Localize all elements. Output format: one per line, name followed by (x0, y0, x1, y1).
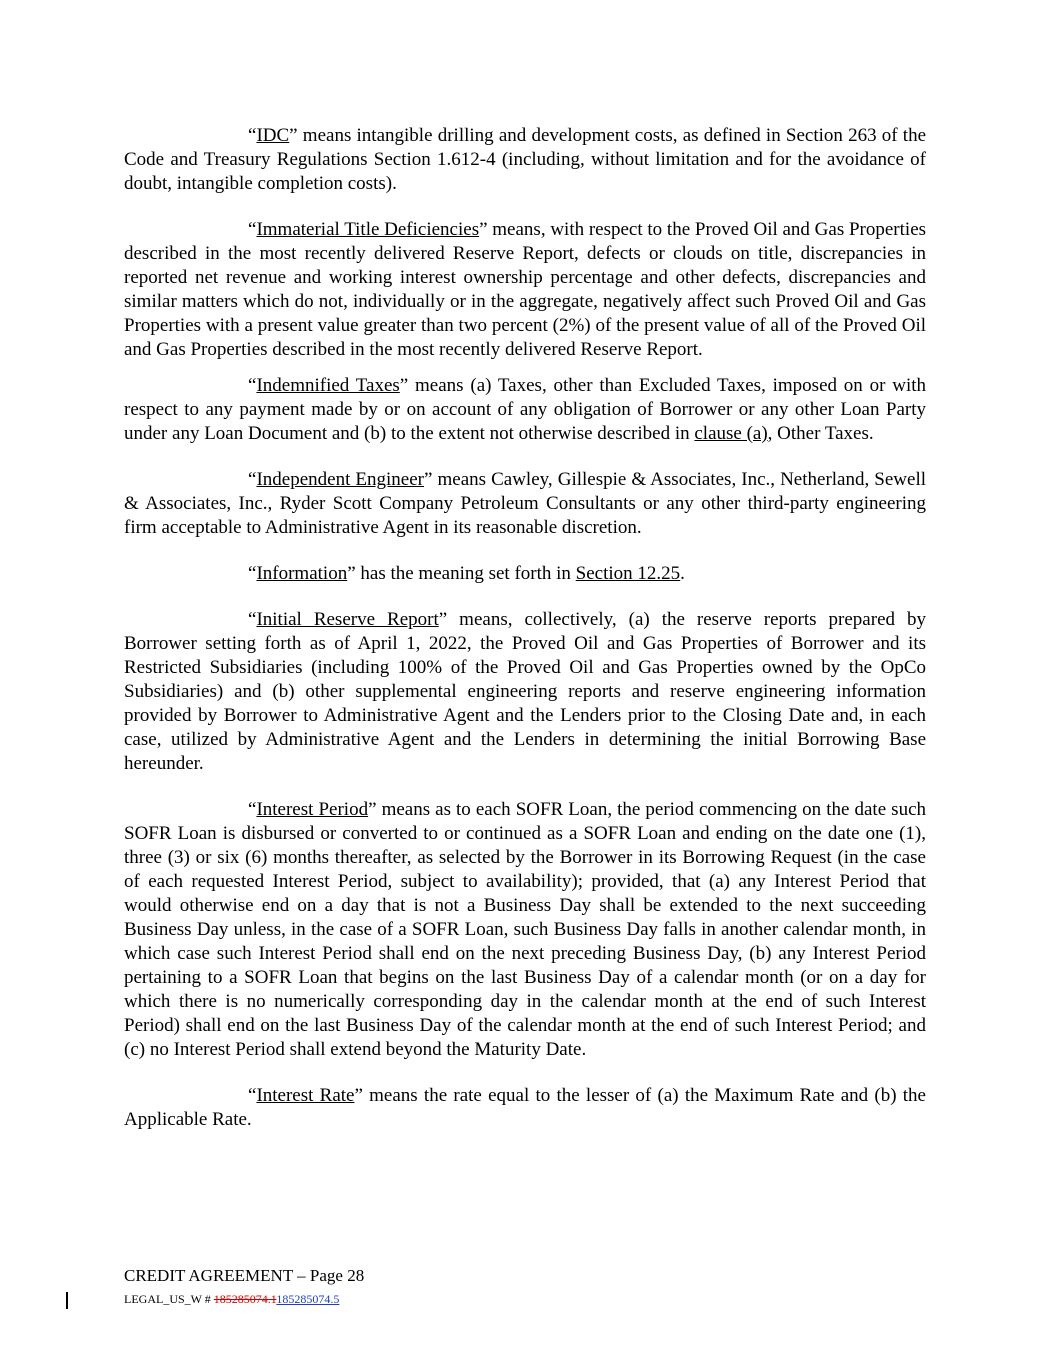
definition-text: means the rate equal to the lesser of (a) the Maximum Rate and (b) the Applicable Rate. (124, 1085, 926, 1130)
close-quote: ” (399, 375, 409, 396)
defined-term: Indemnified Taxes (256, 375, 400, 396)
defined-term: Interest Period (256, 799, 369, 820)
close-quote: ” (368, 799, 377, 820)
definition-indemnified-taxes (124, 374, 926, 446)
open-quote: “ (248, 609, 257, 630)
definitions-body (124, 124, 926, 1132)
open-quote: “ (248, 469, 257, 490)
footer-doc-id (124, 1291, 824, 1307)
page-footer (124, 1265, 824, 1307)
defined-term: Independent Engineer (256, 469, 424, 490)
definition-text: means, with respect to the Proved Oil and Gas Properties described in the most recently delivered Reserve Report, defects or clouds on title, discrepancies in reported net revenue and working interest ownership percentage and other defects, discrepancies and similar matters which do not, individually or in the aggregate, negatively affect such Proved Oil and Gas Properties with a present value greater than two percent (2%) of the present value of all of the Proved Oil and Gas Properties described in the most recently delivered Reserve Report. (124, 219, 927, 360)
definition-initial-reserve-report (124, 608, 926, 776)
definition-text: has the meaning set forth in (355, 563, 576, 584)
close-quote: ” (289, 125, 298, 146)
definition-text-end: . (680, 563, 685, 584)
close-quote: ” (347, 563, 356, 584)
open-quote: “ (248, 125, 257, 146)
definition-text: means intangible drilling and development costs, as defined in Section 263 of the Code and Treasury Regulations Section 1.612-4 (including, without limitation and for the avoidance of doubt, intangible completion costs). (124, 125, 926, 194)
definition-text: means, collectively, (a) the reserve reports prepared by Borrower setting forth as of April 1, 2022, the Proved Oil and Gas Properties of Borrower and its Restricted Subsidiaries (including 100% of the Proved Oil and Gas Properties owned by the OpCo Subsidiaries) and (b) other supplemental engineering reports and reserve engineering information provided by Borrower to Administrative Agent and the Lenders prior to the Closing Date and, in each case, utilized by Administrative Agent and the Lenders in determining the initial Borrowing Base hereunder. (124, 609, 927, 774)
definition-text: means Cawley, Gillespie & Associates, Inc., Netherland, Sewell & Associates, Inc., Ryder Scott Company Petroleum Consultants or any other third-party engineering firm acceptable to Administrative Agent in its reasonable discretion. (124, 469, 927, 538)
definition-idc (124, 124, 926, 196)
defined-term: Initial Reserve Report (256, 609, 439, 630)
change-bar (66, 1292, 68, 1309)
footer-page-label: CREDIT AGREEMENT – Page 28 (124, 1266, 365, 1285)
open-quote: “ (248, 799, 257, 820)
close-quote: ” (438, 609, 448, 630)
definition-information (124, 562, 926, 586)
open-quote: “ (248, 375, 257, 396)
inserted-doc-number: 185285074.5 (276, 1292, 340, 1306)
close-quote: ” (479, 219, 488, 240)
open-quote: “ (248, 1085, 257, 1106)
defined-term: Immaterial Title Deficiencies (256, 219, 480, 240)
definition-text-end: , Other Taxes. (767, 423, 874, 444)
definition-interest-period (124, 798, 926, 1062)
defined-term: IDC (256, 125, 290, 146)
definition-interest-rate (124, 1084, 926, 1132)
close-quote: ” (354, 1085, 363, 1106)
cross-reference: Section 12.25 (575, 563, 681, 584)
cross-reference: clause (a) (694, 423, 768, 444)
open-quote: “ (248, 219, 257, 240)
definition-text: means as to each SOFR Loan, the period commencing on the date such SOFR Loan is disbursed or converted to or continued as a SOFR Loan and ending on the date one (1), three (3) or six (6) months thereafter, as selected by the Borrower in its Borrowing Request (in the case of each requested Interest Period, subject to availability); provided, that (a) any Interest Period that would otherwise end on a day that is not a Business Day shall be extended to the next succeeding Business Day unless, in the case of a SOFR Loan, such Business Day falls in another calendar month, in which case such Interest Period shall end on the next preceding Business Day, (b) any Interest Period pertaining to a SOFR Loan that begins on the last Business Day of a calendar month (or on a day for which there is no numerically corresponding day in the calendar month at the end of such Interest Period) shall end on the last Business Day of the calendar month at the end of such Interest Period; and (c) no Interest Period shall extend beyond the Maturity Date. (124, 799, 927, 1060)
defined-term: Information (256, 563, 348, 584)
close-quote: ” (424, 469, 433, 490)
doc-id-prefix: LEGAL_US_W # (124, 1292, 214, 1306)
deleted-doc-number: 185285074.1 (213, 1292, 277, 1306)
definition-immaterial-title-deficiencies (124, 218, 926, 362)
open-quote: “ (248, 563, 257, 584)
definition-independent-engineer (124, 468, 926, 540)
defined-term: Interest Rate (256, 1085, 355, 1106)
definition-text: means (a) Taxes, other than Excluded Taxes, imposed on or with respect to any payment made by or on account of any obligation of Borrower or any other Loan Party under any Loan Document and (b) to the extent not otherwise described in (124, 375, 926, 444)
